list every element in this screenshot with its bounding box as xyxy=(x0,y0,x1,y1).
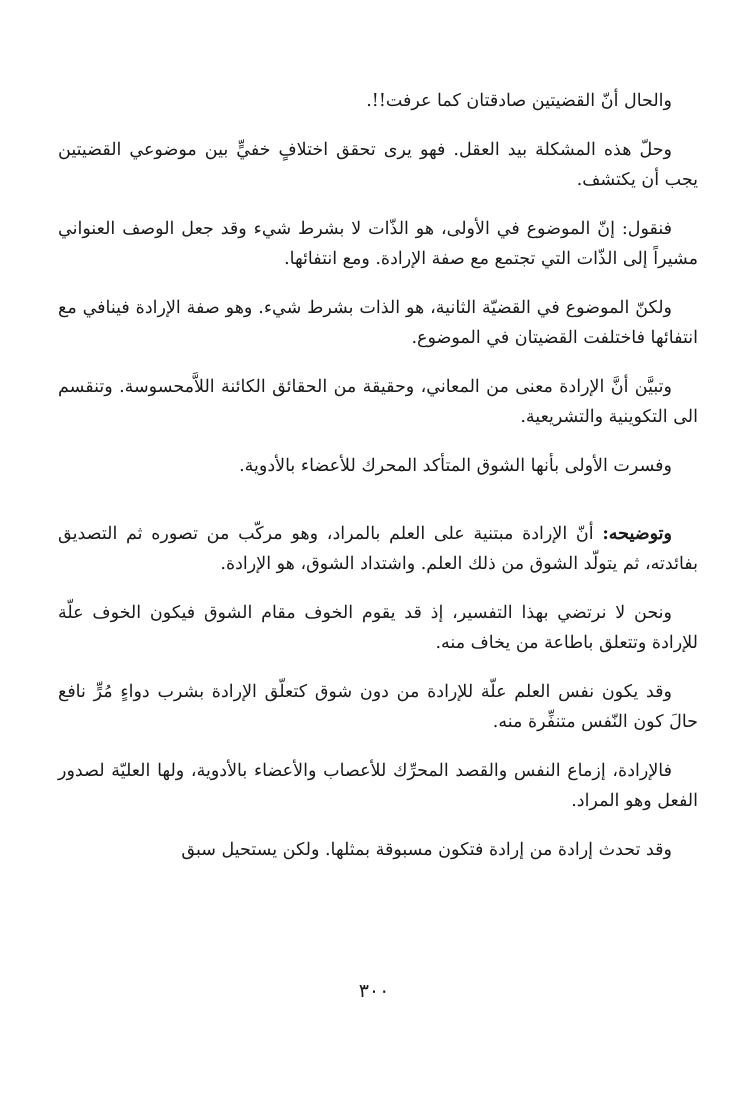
paragraph-10: فالإرادة، إزماع النفس والقصد المحرِّك للأعصاب والأعضاء بالأدوية، ولها العليّة لصدور الفعل وهو المراد. xyxy=(58,761,698,811)
paragraph-1: والحال أنّ القضيتين صادقتان كما عرفت!!. xyxy=(366,91,672,111)
paragraph-2: وحلّ هذه المشكلة بيد العقل. فهو يرى تحقق اختلافٍ خفيٍّ بين موضوعي القضيتين يجب أن يكتشف. xyxy=(58,140,698,190)
paragraph-6: وفسرت الأولى بأنها الشوق المتأكد المحرك للأعضاء بالأدوية. xyxy=(239,456,672,476)
paragraph-8: ونحن لا نرتضي بهذا التفسير، إذ قد يقوم الخوف مقام الشوق فيكون الخوف علّة للإرادة وتتعلق باطاعة من يخاف منه. xyxy=(58,603,698,653)
paragraph-9: وقد يكون نفس العلم علّة للإرادة من دون شوق كتعلّق الإرادة بشرب دواءٍ مُرٍّ نافع حالَ كون النّفس متنفِّرة منه. xyxy=(58,682,698,732)
page-number: ٣٠٠ xyxy=(358,980,390,1002)
explanation-paragraph xyxy=(58,519,698,579)
paragraph-3: فنقول: إنّ الموضوع في الأولى، هو الذّات لا بشرط شيء وقد جعل الوصف العنواني مشيراً إلى الذّات التي تجتمع مع صفة الإرادة. ومع انتفائها. xyxy=(58,219,698,269)
paragraph-4: ولكنّ الموضوع في القضيّة الثانية، هو الذات بشرط شيء. وهو صفة الإرادة فينافي مع انتفائها فاختلفت القضيتان في الموضوع. xyxy=(58,298,698,348)
paragraph-5: وتبيَّن أنَّ الإرادة معنى من المعاني، وحقيقة من الحقائق الكائنة اللاَّمحسوسة. وتنقسم الى التكوينية والتشريعية. xyxy=(58,377,698,427)
page-body xyxy=(58,86,698,884)
paragraph-11: وقد تحدث إرادة من إرادة فتكون مسبوقة بمثلها. ولكن يستحيل سبق xyxy=(181,840,672,860)
explanation-lead: وتوضيحه: xyxy=(602,524,672,544)
explanation-text: أنّ الإرادة مبتنية على العلم بالمراد، وهو مركّب من تصوره ثم التصديق بفائدته، ثم يتولّد الشوق من ذلك العلم. واشتداد الشوق، هو الإرادة. xyxy=(58,524,698,574)
